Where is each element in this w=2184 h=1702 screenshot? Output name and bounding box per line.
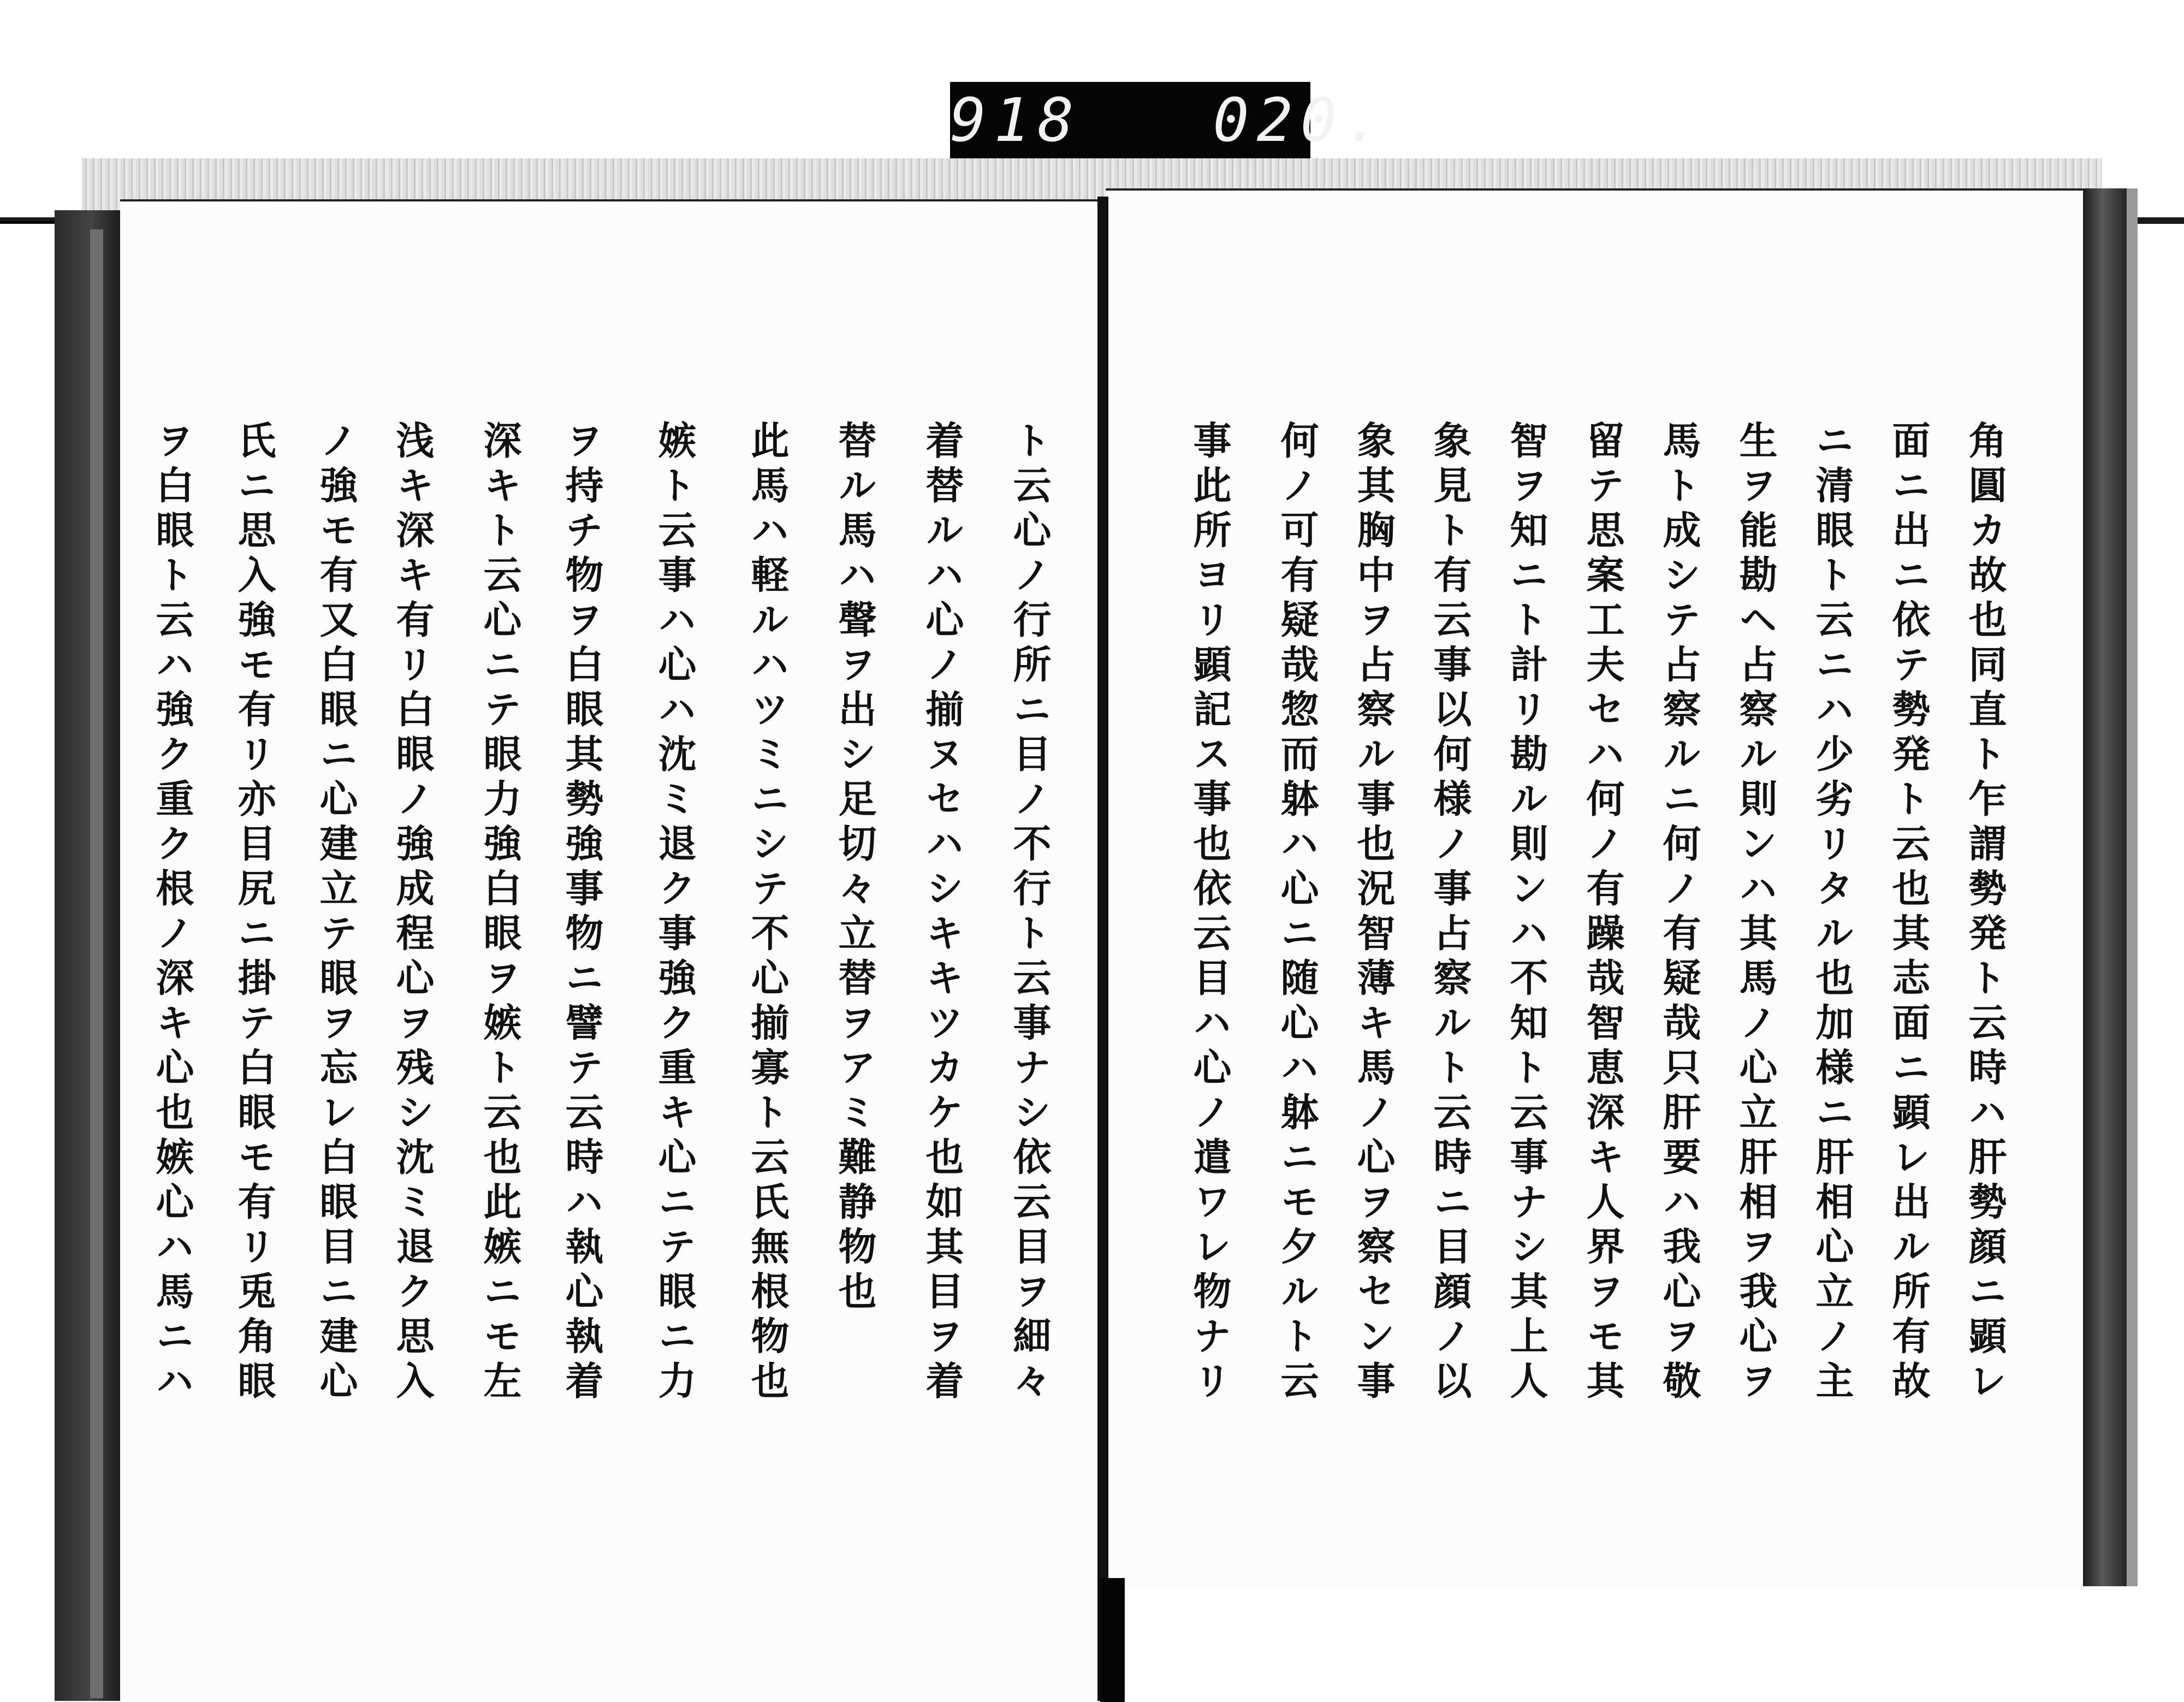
book-right-edge-outer <box>2127 188 2138 1586</box>
right-page-column: 馬ト成シテ占察ルニ何ノ有疑哉只肝要ハ我心ヲ敬 <box>1657 420 1702 1406</box>
right-page-column: 面ニ出ニ依テ勢発ト云也其志面ニ顕レ出ル所有故 <box>1886 420 1931 1406</box>
book-gutter <box>1097 197 1108 1701</box>
right-page-column: 象其胸中ヲ占察ル事也況智薄キ馬ノ心ヲ察セン事 <box>1351 420 1396 1406</box>
left-page-column: 替ル馬ハ聲ヲ出シ足切々立替ヲアミ難静物也 <box>832 420 877 1316</box>
book-right-edge <box>2083 188 2127 1586</box>
right-page-column: 智ヲ知ニト計リ勘ル則ンハ不知ト云事ナシ其上人 <box>1504 420 1549 1406</box>
left-page-column: 嫉ト云事ハ心ハ沈ミ退ク事強ク重キ心ニテ眼ニ力 <box>652 420 697 1406</box>
gutter-foot-shadow <box>1100 1578 1125 1702</box>
right-page-column: 象見ト有云事以何様ノ事占察ルト云時ニ目顔ノ以 <box>1427 420 1473 1406</box>
right-page-column: 生ヲ能勘ヘ占察ル則ンハ其馬ノ心立肝相ヲ我心ヲ <box>1733 420 1778 1406</box>
left-page-column: 氏ニ思入強モ有リ亦目尻ニ掛テ白眼モ有リ兎角眼 <box>232 420 277 1406</box>
book-left-edge-strip <box>90 229 103 1698</box>
left-page-column: 此馬ハ軽ルハツミニシテ不心揃寡ト云氏無根物也 <box>745 420 790 1406</box>
left-page-column: ヲ持チ物ヲ白眼其勢強事物ニ譬テ云時ハ執心執着 <box>559 420 604 1406</box>
left-page-column: ノ強モ有又白眼ニ心建立テ眼ヲ忘レ白眼目ニ建心 <box>313 420 359 1406</box>
left-page-column: 浅キ深キ有リ白眼ノ強成程心ヲ残シ沈ミ退ク思入 <box>390 420 435 1406</box>
book-left-edge <box>55 210 120 1701</box>
left-rule <box>0 221 60 223</box>
right-page-column: 事此所ヨリ顕記ス事也依云目ハ心ノ遣ワレ物ナリ <box>1187 420 1232 1406</box>
film-frame-label: 918 020. <box>950 82 1310 158</box>
left-page-column: ヲ白眼ト云ハ強ク重ク根ノ深キ心也嫉心ハ馬ニハ <box>150 420 195 1406</box>
right-page-column: 角圓カ故也同直ト乍謂勢発ト云時ハ肝勢顔ニ顕レ <box>1962 420 2008 1406</box>
left-page-column: 着替ルハ心ノ揃ヌセハシキキツカケ也如其目ヲ着 <box>919 420 965 1406</box>
left-page-column: 深キト云心ニテ眼力強白眼ヲ嫉ト云也此嫉ニモ左 <box>477 420 523 1406</box>
right-page-column: 留テ思案工夫セハ何ノ有躁哉智恵深キ人界ヲモ其 <box>1580 420 1625 1406</box>
right-page-column: ニ清眼ト云ニハ少劣リタル也加様ニ肝相心立ノ主 <box>1809 420 1855 1406</box>
left-page-column: ト云心ノ行所ニ目ノ不行ト云事ナシ依云目ヲ細々 <box>1007 420 1052 1406</box>
right-page-column: 何ノ可有疑哉惣而躰ハ心ニ随心ハ躰ニモ夕ルト云 <box>1274 420 1320 1406</box>
